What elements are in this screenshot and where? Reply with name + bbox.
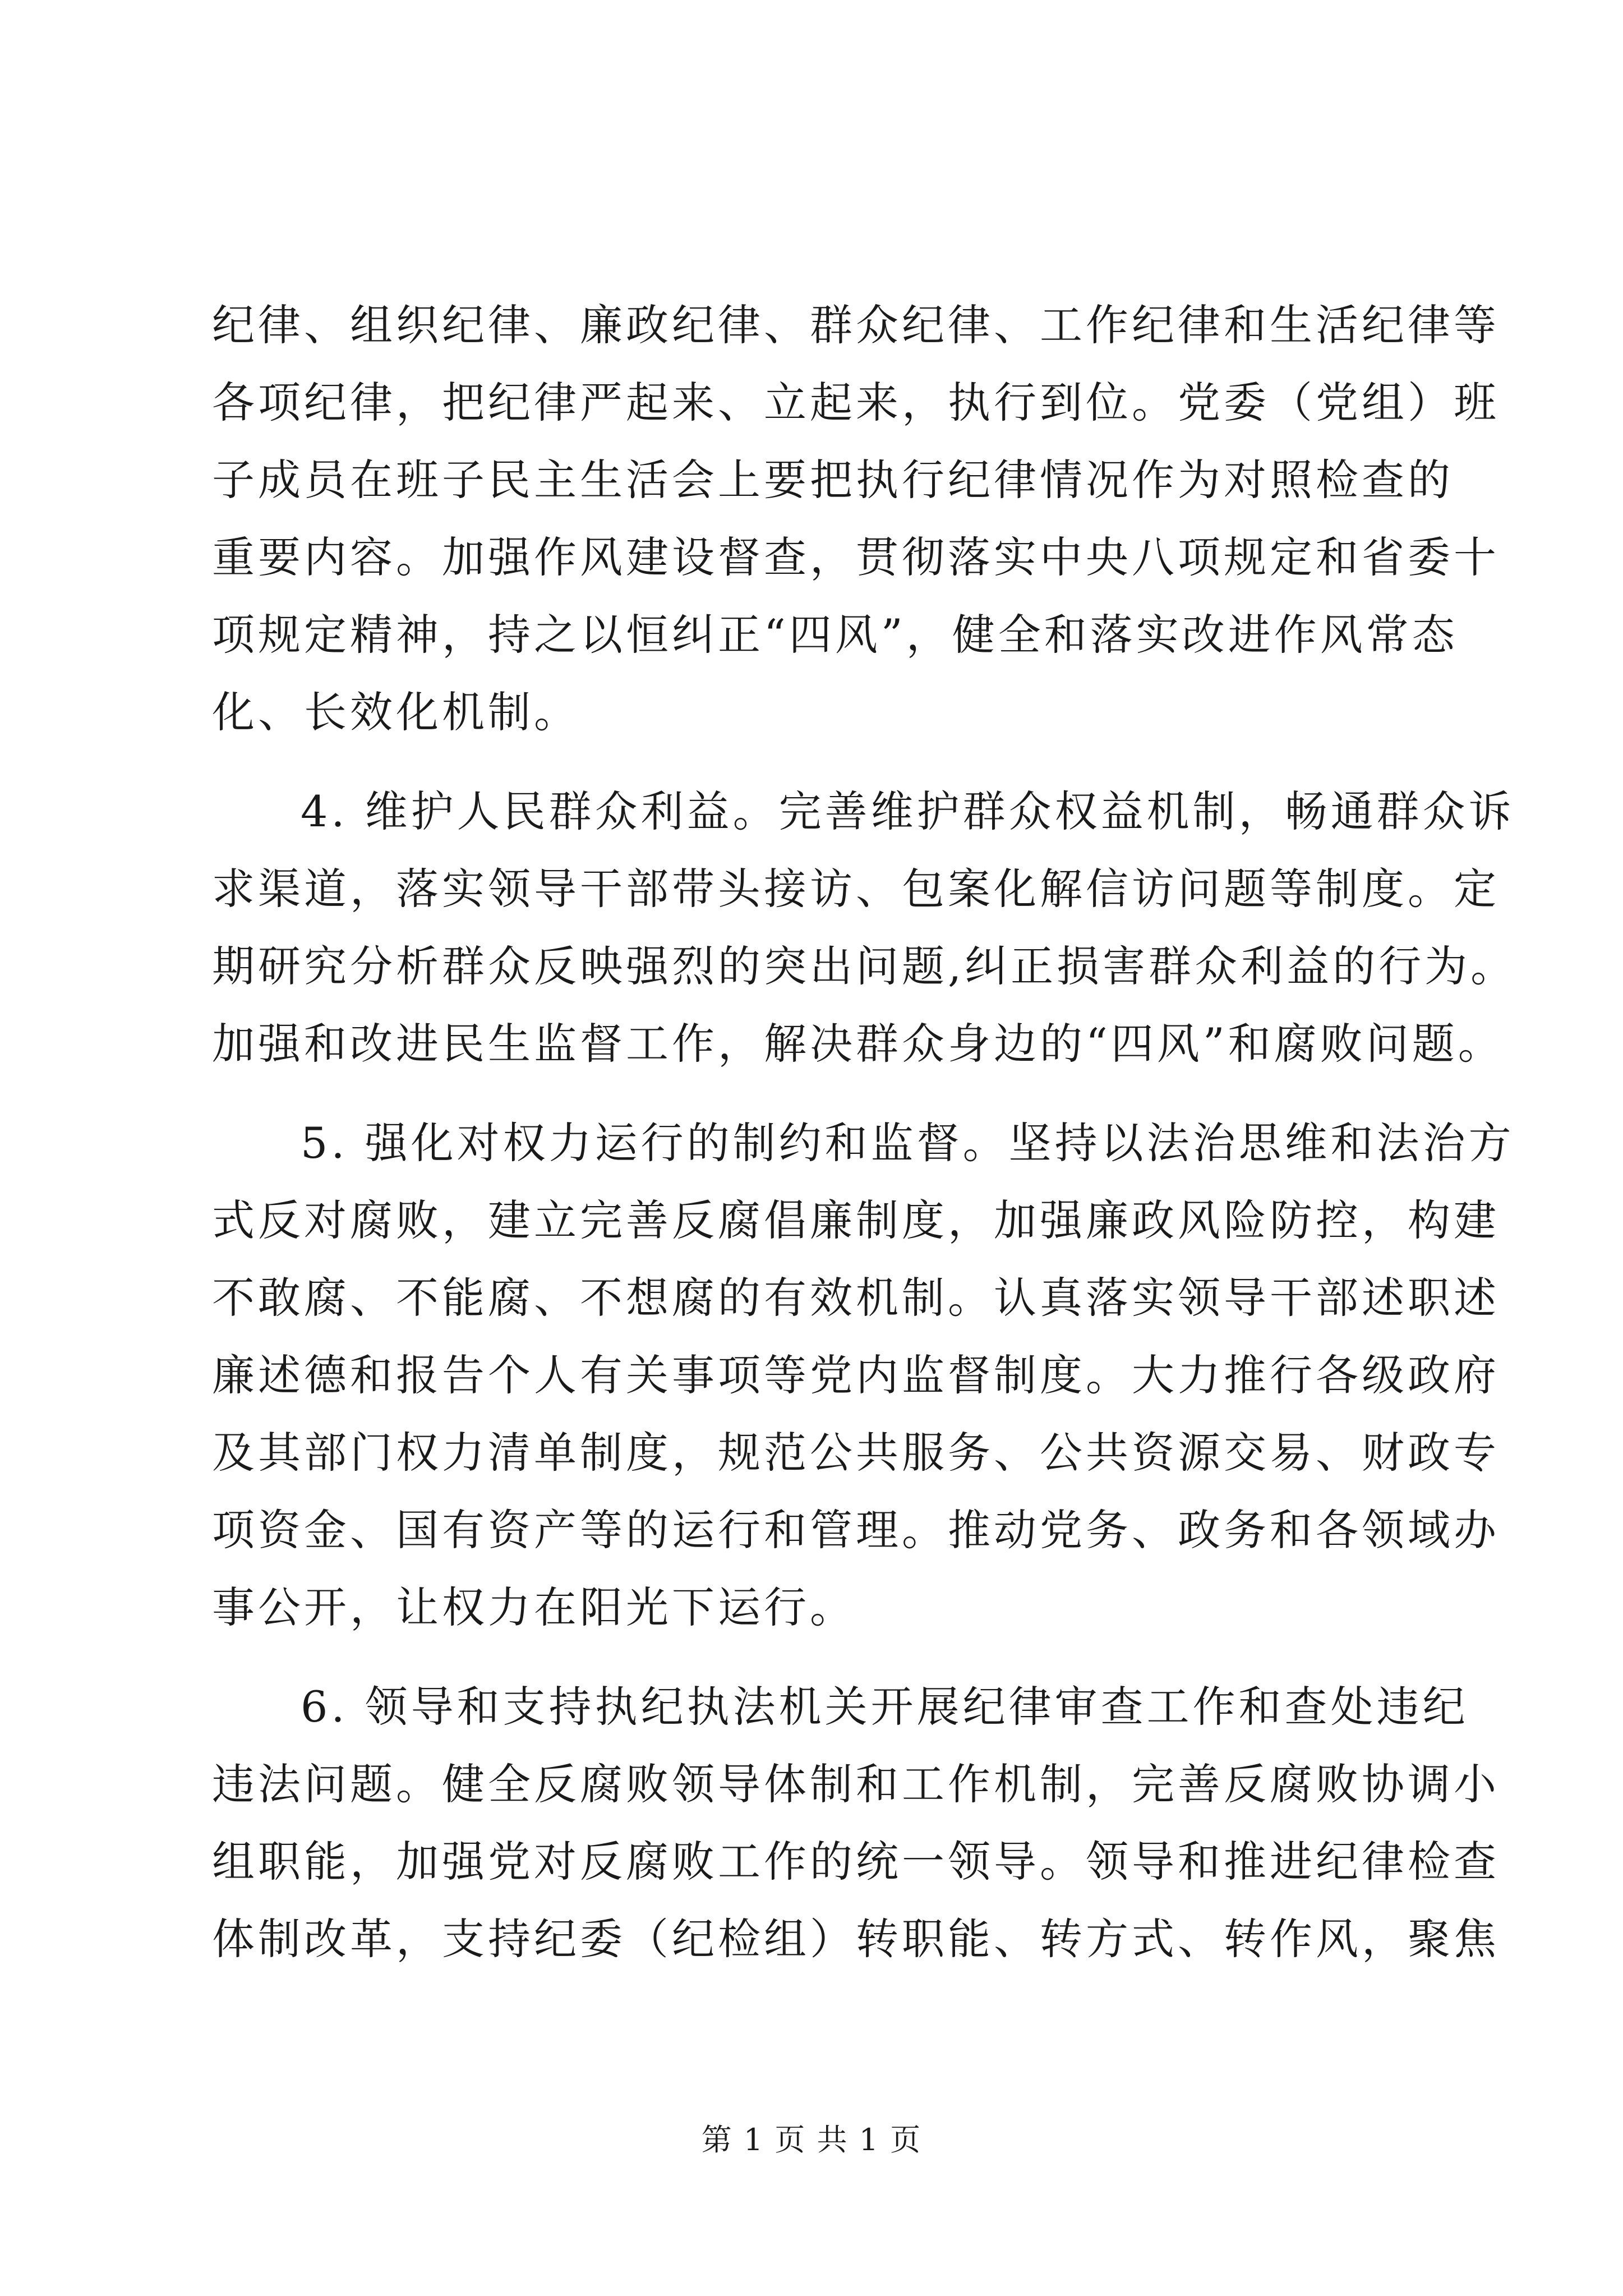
- text-line: 及其部门权力清单制度，规范公共服务、公共资源交易、财政专: [212, 1428, 1500, 1478]
- text-line: 期研究分析群众反映强烈的突出问题,纠正损害群众利益的行为。: [212, 941, 1517, 991]
- text-line: 组职能，加强党对反腐败工作的统一领导。领导和推进纪律检查: [212, 1837, 1500, 1887]
- text-line: 重要内容。加强作风建设督查，贯彻落实中央八项规定和省委十: [212, 532, 1500, 582]
- text-line: 廉述德和报告个人有关事项等党内监督制度。大力推行各级政府: [212, 1350, 1500, 1400]
- text-line: 式反对腐败，建立完善反腐倡廉制度，加强廉政风险防控，构建: [212, 1195, 1500, 1245]
- text-line: 子成员在班子民主生活会上要把执行纪律情况作为对照检查的: [212, 455, 1454, 505]
- text-line: 纪律、组织纪律、廉政纪律、群众纪律、工作纪律和生活纪律等: [212, 300, 1500, 350]
- text-line: 项规定精神，持之以恒纠正“四风”，健全和落实改进作风常态: [212, 610, 1458, 660]
- page-number-footer: 第 1 页 共 1 页: [701, 2122, 922, 2157]
- text-line: 项资金、国有资产等的运行和管理。推动党务、政务和各领域办: [212, 1505, 1500, 1555]
- paragraph-heading-5: 5. 强化对权力运行的制约和监督。坚持以法治思维和法治方: [301, 1118, 1515, 1168]
- text-line: 求渠道，落实领导干部带头接访、包案化解信访问题等制度。定: [212, 864, 1500, 914]
- text-line: 加强和改进民生监督工作，解决群众身边的“四风”和腐败问题。: [212, 1019, 1504, 1069]
- text-line: 化、长效化机制。: [212, 687, 580, 737]
- text-line: 体制改革，支持纪委（纪检组）转职能、转方式、转作风，聚焦: [212, 1914, 1500, 1964]
- text-line: 各项纪律，把纪律严起来、立起来，执行到位。党委（党组）班: [212, 378, 1500, 427]
- paragraph-heading-4: 4. 维护人民群众利益。完善维护群众权益机制，畅通群众诉: [301, 786, 1515, 836]
- text-line: 不敢腐、不能腐、不想腐的有效机制。认真落实领导干部述职述: [212, 1273, 1500, 1323]
- paragraph-heading-6: 6. 领导和支持执纪执法机关开展纪律审查工作和查处违纪: [301, 1682, 1469, 1732]
- text-line: 事公开，让权力在阳光下运行。: [212, 1582, 856, 1632]
- text-line: 违法问题。健全反腐败领导体制和工作机制，完善反腐败协调小: [212, 1759, 1500, 1809]
